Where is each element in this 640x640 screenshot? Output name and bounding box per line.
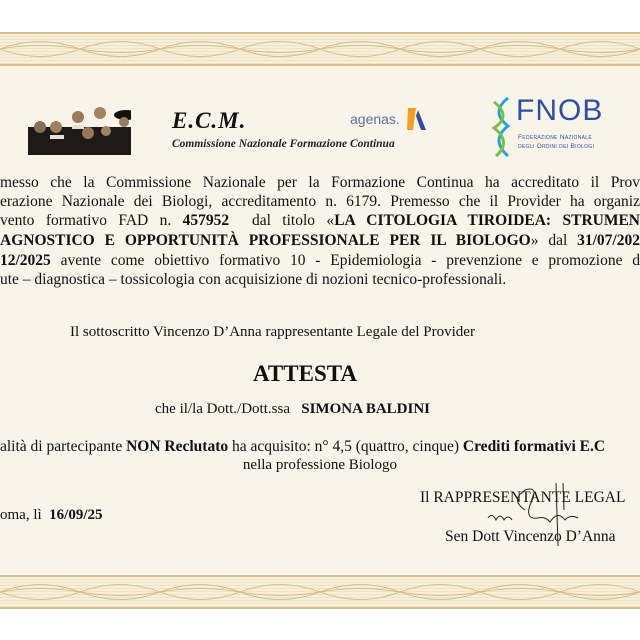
fnob-logo-text: FNOB [516, 94, 604, 127]
dna-helix-icon [488, 96, 516, 158]
agenas-logo-text: agenas. [350, 111, 400, 127]
issue-date: 16/09/25 [49, 507, 103, 523]
agenas-logo [350, 106, 430, 132]
handwritten-signature [470, 480, 600, 550]
recipient-name: SIMONA BALDINI [301, 401, 431, 417]
body-line-1: messo che la Commissione Nazionale per la Formazione Continua ha accreditato il Prov [0, 174, 640, 191]
text: avente come obiettivo formativo 10 - Epidemiologia - prevenzione e promozione d [60, 252, 640, 269]
top-ornamental-border [0, 32, 640, 66]
attesta-heading: ATTESTA [253, 361, 357, 386]
bottom-ornamental-border [0, 575, 640, 609]
anatomy-lesson-painting [28, 105, 131, 155]
text: » dal [530, 232, 568, 249]
body-line-3 [0, 211, 640, 230]
fnob-subtitle-2: degli Ordini dei Biologi [518, 143, 595, 150]
event-title: AGNOSTICO E OPPORTUNITÀ PROFESSIONALE PER IL BIOLOGO [0, 232, 531, 249]
event-number: 457952 [182, 212, 230, 229]
body-line-6: ute – diagnostica – tossicologia con acquisizione di nozioni tecnico-professionali. [0, 271, 507, 288]
text: vento formativo FAD n. [0, 212, 172, 229]
fnob-subtitle-1: Federazione Nazionale [518, 134, 593, 141]
fnob-logo [488, 96, 613, 158]
event-title: LA CITOLOGIA TIROIDEA: STRUMEN [334, 212, 640, 229]
participant-role: NON Reclutato [126, 438, 229, 455]
ecm-title: E.C.M. [172, 108, 247, 133]
signatory-statement: Il sottoscritto Vincenzo D’Anna rappresentante Legale del Provider [70, 324, 475, 340]
signature-title: Il RAPPRESENTANTE LEGAL [420, 489, 626, 506]
text: alità di partecipante [0, 438, 123, 455]
credits-line [0, 438, 605, 456]
start-date: 31/07/202 [577, 232, 640, 249]
body-line-5 [0, 251, 640, 270]
place-date [0, 507, 103, 524]
profession-line: nella professione Biologo [242, 457, 398, 473]
text: dal titolo « [251, 212, 335, 229]
body-line-2: erazione Nazionale dei Biologi, accreditamento n. 6179. Premesso che il Provider ha organiz [0, 193, 640, 210]
credits-label: Crediti formativi E.C [462, 438, 606, 455]
recipient-prefix: che il/la Dott./Dott.ssa [155, 401, 290, 417]
ecm-subtitle: Commissione Nazionale Formazione Continua [172, 138, 395, 150]
recipient-line [155, 401, 430, 418]
end-date: 12/2025 [0, 252, 51, 269]
body-line-4 [0, 231, 640, 250]
signatory-name: Sen Dott Vincenzo D’Anna [445, 528, 616, 545]
credits-count: ha acquisito: n° 4,5 (quattro, cinque) [232, 438, 460, 455]
agenas-mark-icon [404, 106, 430, 132]
place: oma, lì [0, 507, 42, 523]
